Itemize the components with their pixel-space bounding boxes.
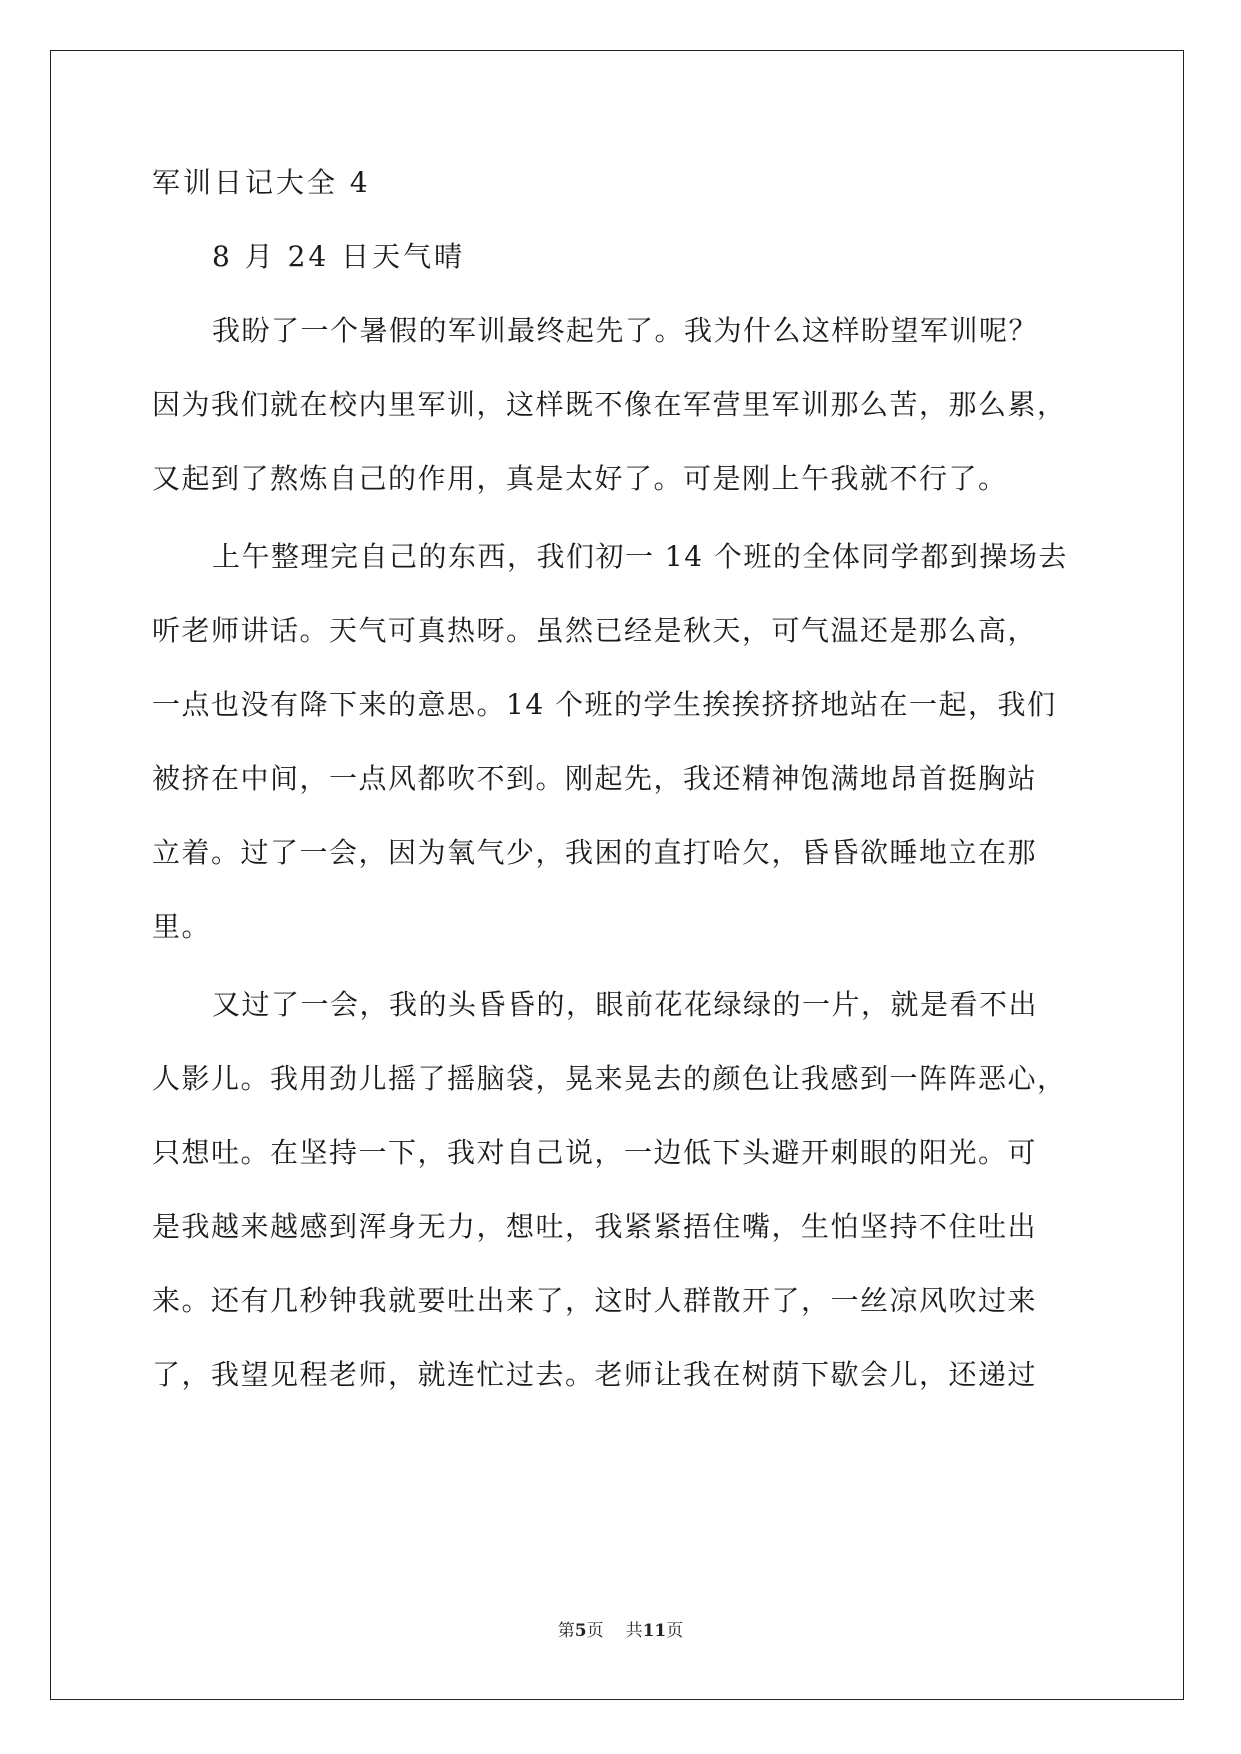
current-page-number: 5 <box>574 1621 587 1641</box>
text-line: 立着。过了一会，因为氧气少，我困的直打哈欠，昏昏欲睡地立在那 <box>152 836 1038 869</box>
footer-prefix: 第 <box>557 1621 575 1641</box>
document-body <box>152 163 1092 1433</box>
date-weather-line: 8 月 24 日天气晴 <box>212 240 466 273</box>
text-line: 又起到了熬炼自己的作用，真是太好了。可是刚上午我就不行了。 <box>152 462 1008 495</box>
text-line: 被挤在中间，一点风都吹不到。刚起先，我还精神饱满地昂首挺胸站 <box>152 762 1038 795</box>
text-line: 又过了一会，我的头昏昏的，眼前花花绿绿的一片，就是看不出 <box>212 988 1039 1021</box>
text-line: 里。 <box>152 910 212 943</box>
text-line: 来。还有几秒钟我就要吐出来了，这时人群散开了，一丝凉风吹过来 <box>152 1284 1038 1317</box>
paragraph-3 <box>152 985 1092 1429</box>
total-page-count: 11 <box>642 1621 667 1641</box>
text-line: 因为我们就在校内里军训，这样既不像在军营里军训那么苦，那么累， <box>152 388 1067 421</box>
document-title: 军训日记大全 4 <box>152 166 371 199</box>
text-line: 一点也没有降下来的意思。14 个班的学生挨挨挤挤地站在一起，我们 <box>152 688 1057 721</box>
text-line: 听老师讲话。天气可真热呀。虽然已经是秋天，可气温还是那么高， <box>152 614 1038 647</box>
footer-total-prefix: 共 <box>625 1621 643 1641</box>
footer-total-suffix: 页 <box>666 1621 684 1641</box>
text-line: 了，我望见程老师，就连忙过去。老师让我在树荫下歇会儿，还递过 <box>152 1358 1038 1391</box>
text-line: 人影儿。我用劲儿摇了摇脑袋，晃来晃去的颜色让我感到一阵阵恶心， <box>152 1062 1067 1095</box>
text-line: 是我越来越感到浑身无力，想吐，我紧紧捂住嘴，生怕坚持不住吐出 <box>152 1210 1038 1243</box>
text-line: 我盼了一个暑假的军训最终起先了。我为什么这样盼望军训呢？ <box>212 314 1039 347</box>
paragraph-2 <box>152 537 1092 981</box>
footer-page-suffix: 页 <box>586 1621 604 1641</box>
paragraph-1 <box>152 311 1092 533</box>
page-number-footer <box>0 1619 1241 1643</box>
text-line: 只想吐。在坚持一下，我对自己说，一边低下头避开刺眼的阳光。可 <box>152 1136 1038 1169</box>
text-line: 上午整理完自己的东西，我们初一 14 个班的全体同学都到操场去 <box>212 540 1068 573</box>
